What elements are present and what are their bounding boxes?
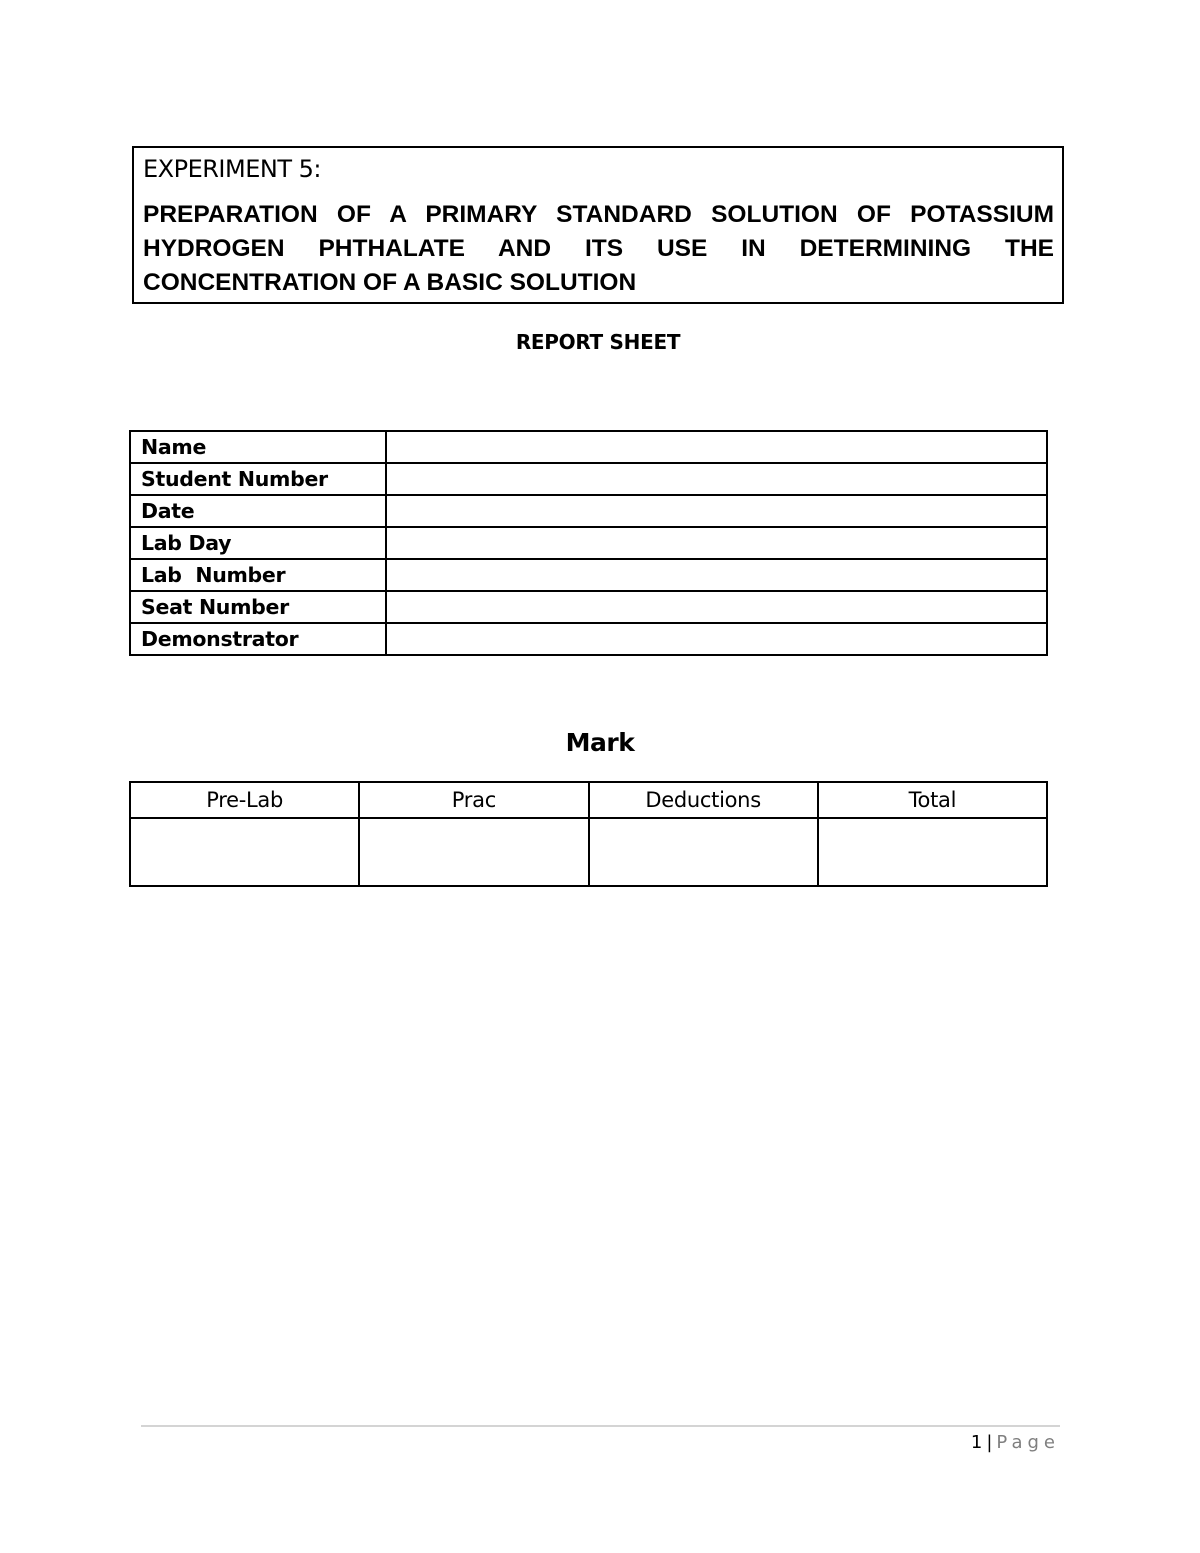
table-row (130, 623, 1047, 655)
page-number: 1 (970, 1432, 983, 1453)
lab-day-label: Lab Day (130, 527, 386, 559)
lab-day-field[interactable] (386, 527, 1047, 559)
lab-number-label: Lab Number (130, 559, 386, 591)
date-field[interactable] (386, 495, 1047, 527)
deductions-header: Deductions (589, 782, 818, 818)
footer-separator: | (986, 1432, 993, 1453)
total-mark-cell[interactable] (818, 818, 1047, 886)
page-word: Page (996, 1432, 1060, 1453)
seat-number-field[interactable] (386, 591, 1047, 623)
table-row (130, 463, 1047, 495)
student-info-table (129, 430, 1048, 656)
student-number-field[interactable] (386, 463, 1047, 495)
mark-table (129, 781, 1048, 887)
name-field[interactable] (386, 431, 1047, 463)
mark-heading: Mark (565, 728, 635, 757)
deductions-mark-cell[interactable] (589, 818, 818, 886)
table-row (130, 431, 1047, 463)
mark-header-row (130, 782, 1047, 818)
date-label: Date (130, 495, 386, 527)
experiment-title-box (132, 146, 1064, 304)
seat-number-label: Seat Number (130, 591, 386, 623)
table-row (130, 527, 1047, 559)
table-row (130, 559, 1047, 591)
report-sheet-heading: REPORT SHEET (515, 330, 681, 354)
demonstrator-field[interactable] (386, 623, 1047, 655)
experiment-label: EXPERIMENT 5: (143, 155, 321, 183)
total-header: Total (818, 782, 1047, 818)
name-label: Name (130, 431, 386, 463)
page-footer (971, 1432, 1060, 1453)
mark-value-row (130, 818, 1047, 886)
student-number-label: Student Number (130, 463, 386, 495)
lab-number-field[interactable] (386, 559, 1047, 591)
pre-lab-mark-cell[interactable] (130, 818, 359, 886)
demonstrator-label: Demonstrator (130, 623, 386, 655)
footer-divider (141, 1425, 1060, 1427)
table-row (130, 591, 1047, 623)
prac-mark-cell[interactable] (359, 818, 588, 886)
experiment-title: PREPARATION OF A PRIMARY STANDARD SOLUTION OF POTASSIUM HYDROGEN PHTHALATE AND ITS USE IN DETERMINING THE CONCENTRATION OF A BASIC SOLUTION (143, 201, 1054, 296)
pre-lab-header: Pre-Lab (130, 782, 359, 818)
table-row (130, 495, 1047, 527)
prac-header: Prac (359, 782, 588, 818)
